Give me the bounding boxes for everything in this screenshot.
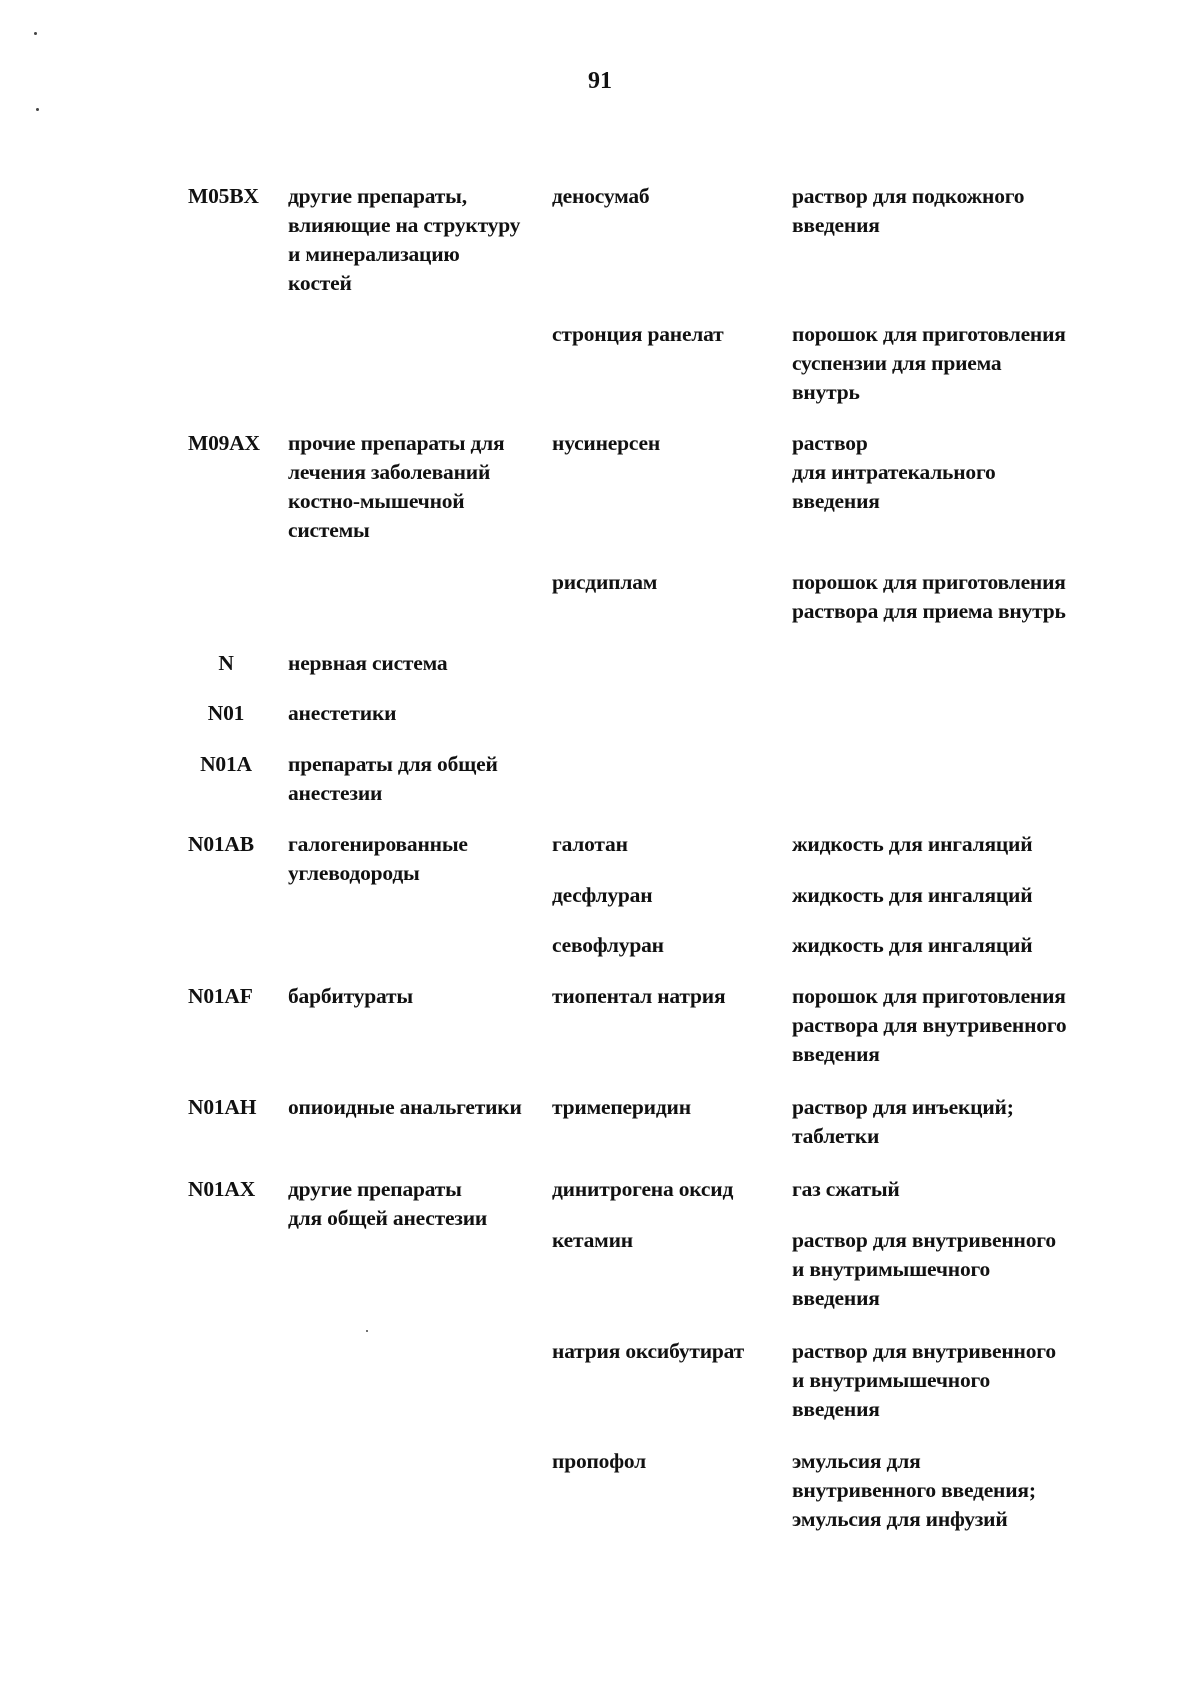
dosage-form: раствор для подкожного введения (792, 184, 1025, 237)
pharmacological-group: анестетики (288, 701, 397, 725)
drug-name: натрия оксибутират (552, 1339, 745, 1363)
dosage-form: раствор для инъекций; таблетки (792, 1095, 1014, 1148)
dosage-form: газ сжатый (792, 1177, 900, 1201)
drug-name: нусинерсен (552, 431, 661, 455)
dosage-form: раствор для внутривенного и внутримышечного введения (792, 1339, 1056, 1421)
pharmacological-group: галогенированные углеводороды (288, 832, 468, 885)
atc-code: N (218, 651, 234, 675)
drug-name: стронция ранелат (552, 322, 724, 346)
dosage-form: жидкость для ингаляций (792, 883, 1033, 907)
atc-code: M09AX (188, 431, 260, 455)
dosage-form: порошок для приготовления раствора для приема внутрь (792, 570, 1066, 623)
scan-speck (34, 32, 37, 35)
drug-name: десфлуран (552, 883, 653, 907)
dosage-form: порошок для приготовления раствора для внутривенного введения (792, 984, 1067, 1066)
drug-name: тримеперидин (552, 1095, 691, 1119)
pharmacological-group: нервная система (288, 651, 448, 675)
pharmacological-group: прочие препараты для лечения заболеваний костно-мышечной системы (288, 431, 505, 542)
drug-name: рисдиплам (552, 570, 658, 594)
pharmacological-group: опиоидные анальгетики (288, 1095, 522, 1119)
dosage-form: порошок для приготовления суспензии для приема внутрь (792, 322, 1066, 404)
page-number: 91 (588, 68, 612, 94)
atc-code: N01AH (188, 1095, 257, 1119)
drug-name: кетамин (552, 1228, 633, 1252)
dosage-form: жидкость для ингаляций (792, 832, 1033, 856)
pharmacological-group: барбитураты (288, 984, 413, 1008)
atc-code: N01AF (188, 984, 253, 1008)
scan-speck (366, 1330, 368, 1332)
atc-code: N01AB (188, 832, 254, 856)
pharmacological-group: другие препараты для общей анестезии (288, 1177, 488, 1230)
drug-name: деносумаб (552, 184, 650, 208)
atc-code: N01A (200, 752, 252, 776)
scan-speck (36, 108, 39, 111)
drug-name: севофлуран (552, 933, 664, 957)
atc-code: N01AX (188, 1177, 256, 1201)
dosage-form: раствор для интратекального введения (792, 431, 996, 513)
drug-name: динитрогена оксид (552, 1177, 734, 1201)
drug-name: галотан (552, 832, 628, 856)
dosage-form: эмульсия для внутривенного введения; эмульсия для инфузий (792, 1449, 1036, 1531)
dosage-form: раствор для внутривенного и внутримышечного введения (792, 1228, 1056, 1310)
atc-code: M05BX (188, 184, 259, 208)
pharmacological-group: другие препараты, влияющие на структуру и минерализацию костей (288, 184, 521, 295)
pharmacological-group: препараты для общей анестезии (288, 752, 498, 805)
dosage-form: жидкость для ингаляций (792, 933, 1033, 957)
drug-name: пропофол (552, 1449, 647, 1473)
drug-name: тиопентал натрия (552, 984, 726, 1008)
atc-code: N01 (207, 701, 245, 725)
